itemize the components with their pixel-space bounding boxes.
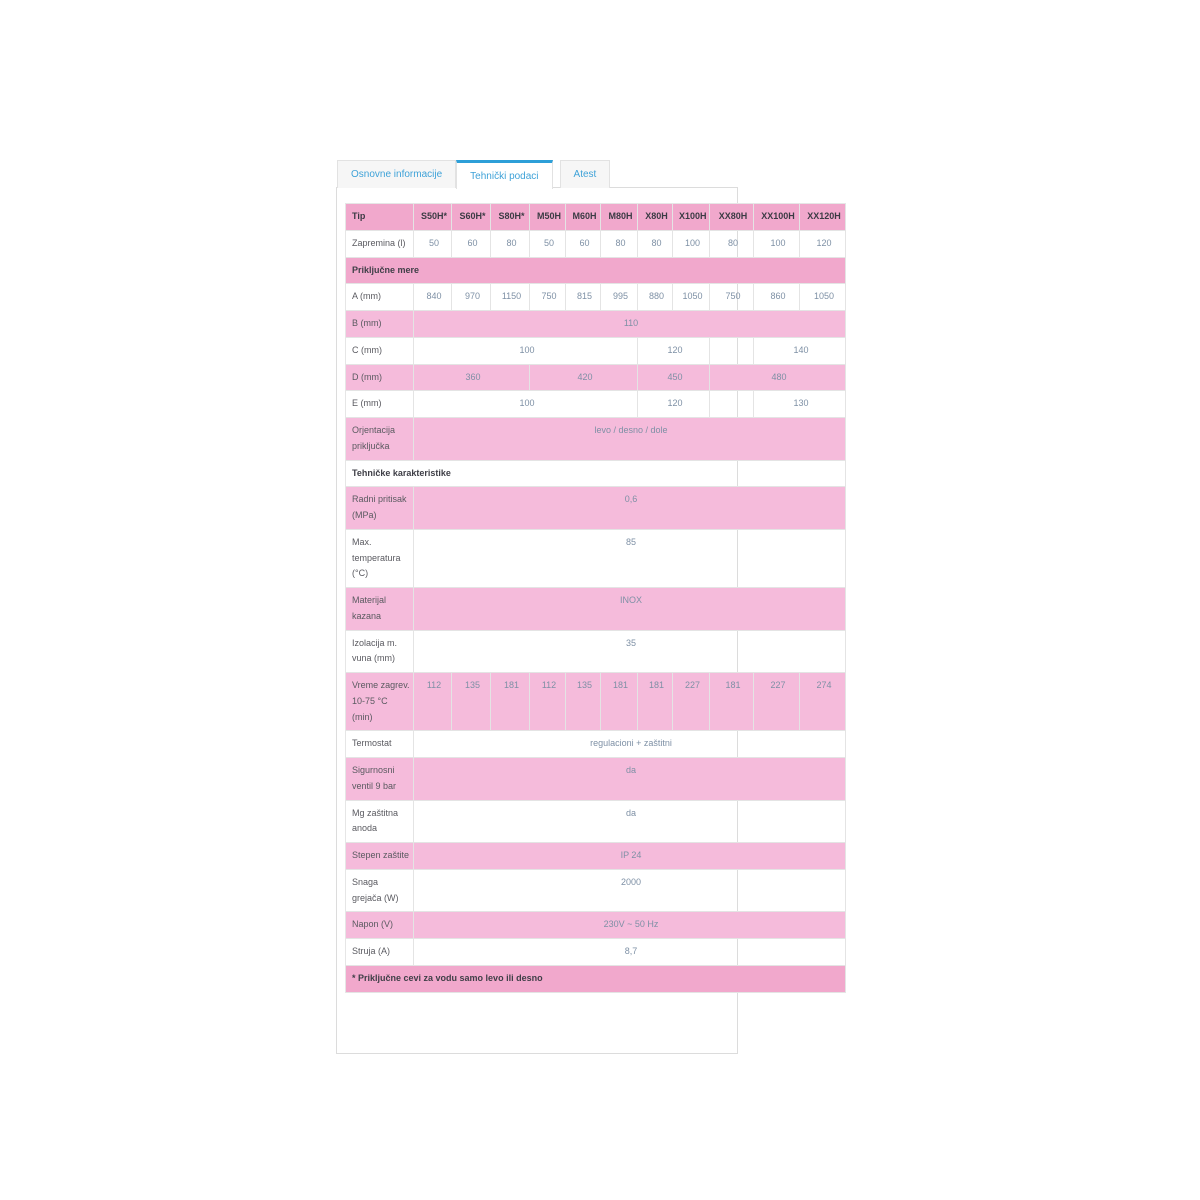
cell-value: 227 <box>754 673 800 731</box>
row-label: Radni pritisak (MPa) <box>346 487 414 530</box>
column-header-model: X100H <box>673 204 710 231</box>
cell-value: 120 <box>800 231 846 258</box>
cell-value: 750 <box>710 284 754 311</box>
row-label: C (mm) <box>346 338 414 365</box>
table-header-row <box>346 204 846 231</box>
column-header-tip: Tip <box>346 204 414 231</box>
cell-value: 750 <box>530 284 566 311</box>
row-label: Snaga grejača (W) <box>346 870 414 913</box>
row-label: Napon (V) <box>346 912 414 939</box>
cell-value: 135 <box>452 673 491 731</box>
table-row-materijal <box>346 588 846 631</box>
column-header-model: XX80H <box>710 204 754 231</box>
column-header-model: M50H <box>530 204 566 231</box>
cell-value: 60 <box>452 231 491 258</box>
table-row-a <box>346 284 846 311</box>
cell-value: da <box>414 801 846 844</box>
table-row-termostat <box>346 731 846 758</box>
row-label: Materijal kazana <box>346 588 414 631</box>
cell-value: 80 <box>491 231 530 258</box>
cell-value: 100 <box>414 338 638 365</box>
column-header-model: S50H* <box>414 204 452 231</box>
cell-value: 130 <box>754 391 846 418</box>
table-row-izolacija <box>346 631 846 674</box>
table-row-radni-pritisak <box>346 487 846 530</box>
cell-value: 100 <box>754 231 800 258</box>
row-label: B (mm) <box>346 311 414 338</box>
column-header-model: XX100H <box>754 204 800 231</box>
cell-value: 880 <box>638 284 673 311</box>
table-row-sigurnosni-ventil <box>346 758 846 801</box>
row-label: Stepen zaštite <box>346 843 414 870</box>
table-row-e <box>346 391 846 418</box>
spec-table <box>345 203 846 993</box>
cell-value: 112 <box>414 673 452 731</box>
cell-value: 80 <box>601 231 638 258</box>
cell-value: 2000 <box>414 870 846 913</box>
column-header-model: M80H <box>601 204 638 231</box>
column-header-model: S80H* <box>491 204 530 231</box>
cell-value: 112 <box>530 673 566 731</box>
cell-value: 140 <box>754 338 846 365</box>
table-row-zapremina <box>346 231 846 258</box>
cell-empty <box>710 338 754 365</box>
cell-value: 360 <box>414 365 530 392</box>
section-title: Tehničke karakteristike <box>346 461 846 488</box>
table-row-stepen-zastite <box>346 843 846 870</box>
table-row-napon <box>346 912 846 939</box>
cell-value: 860 <box>754 284 800 311</box>
cell-value: 80 <box>710 231 754 258</box>
column-header-model: M60H <box>566 204 601 231</box>
section-title: Priključne mere <box>346 258 846 285</box>
table-row-mg-anoda <box>346 801 846 844</box>
cell-value: 181 <box>601 673 638 731</box>
table-row-snaga-grejaca <box>346 870 846 913</box>
tab-bar <box>337 160 610 188</box>
row-label: Mg zaštitna anoda <box>346 801 414 844</box>
cell-value: 227 <box>673 673 710 731</box>
cell-value: 8,7 <box>414 939 846 966</box>
row-label: Max. temperatura (°C) <box>346 530 414 588</box>
tab-atest[interactable]: Atest <box>560 160 611 188</box>
cell-value: INOX <box>414 588 846 631</box>
cell-value: levo / desno / dole <box>414 418 846 461</box>
cell-value: 450 <box>638 365 710 392</box>
section-row-prikljucne-mere <box>346 258 846 285</box>
cell-value: 50 <box>530 231 566 258</box>
table-row-orjentacija <box>346 418 846 461</box>
section-row-tehnicke-karakteristike <box>346 461 846 488</box>
row-label: Vreme zagrev. 10-75 °C (min) <box>346 673 414 731</box>
cell-value: 970 <box>452 284 491 311</box>
column-header-model: S60H* <box>452 204 491 231</box>
tab-osnovne-informacije[interactable]: Osnovne informacije <box>337 160 456 188</box>
cell-value: 815 <box>566 284 601 311</box>
row-label: E (mm) <box>346 391 414 418</box>
cell-value: regulacioni + zaštitni <box>414 731 846 758</box>
column-header-model: XX120H <box>800 204 846 231</box>
cell-value: 181 <box>638 673 673 731</box>
table-row-max-temperatura <box>346 530 846 588</box>
table-row-d <box>346 365 846 392</box>
cell-value: 181 <box>710 673 754 731</box>
cell-value: 181 <box>491 673 530 731</box>
cell-value: 80 <box>638 231 673 258</box>
cell-value: 50 <box>414 231 452 258</box>
row-label: Termostat <box>346 731 414 758</box>
cell-value: 120 <box>638 338 710 365</box>
cell-value: da <box>414 758 846 801</box>
footnote-text: * Priključne cevi za vodu samo levo ili desno <box>346 966 846 993</box>
cell-value: 274 <box>800 673 846 731</box>
cell-value: 1050 <box>673 284 710 311</box>
row-label: Sigurnosni ventil 9 bar <box>346 758 414 801</box>
cell-empty <box>710 391 754 418</box>
footnote-row <box>346 966 846 993</box>
row-label: A (mm) <box>346 284 414 311</box>
row-label: D (mm) <box>346 365 414 392</box>
row-label: Zapremina (l) <box>346 231 414 258</box>
cell-value: 0,6 <box>414 487 846 530</box>
cell-value: 420 <box>530 365 638 392</box>
cell-value: 100 <box>414 391 638 418</box>
row-label: Izolacija m. vuna (mm) <box>346 631 414 674</box>
cell-value: 840 <box>414 284 452 311</box>
cell-value: 135 <box>566 673 601 731</box>
cell-value: 230V ~ 50 Hz <box>414 912 846 939</box>
cell-value: 35 <box>414 631 846 674</box>
table-row-c <box>346 338 846 365</box>
cell-value: 100 <box>673 231 710 258</box>
cell-value: 1150 <box>491 284 530 311</box>
cell-value: 120 <box>638 391 710 418</box>
cell-value: 1050 <box>800 284 846 311</box>
row-label: Orjentacija priključka <box>346 418 414 461</box>
cell-value: IP 24 <box>414 843 846 870</box>
tab-tehnicki-podaci[interactable]: Tehnički podaci <box>456 160 552 189</box>
table-row-struja <box>346 939 846 966</box>
row-label: Struja (A) <box>346 939 414 966</box>
cell-value: 480 <box>710 365 846 392</box>
cell-value: 110 <box>414 311 846 338</box>
table-row-vreme-zagrevanja <box>346 673 846 731</box>
cell-value: 995 <box>601 284 638 311</box>
column-header-model: X80H <box>638 204 673 231</box>
table-row-b <box>346 311 846 338</box>
cell-value: 60 <box>566 231 601 258</box>
cell-value: 85 <box>414 530 846 588</box>
